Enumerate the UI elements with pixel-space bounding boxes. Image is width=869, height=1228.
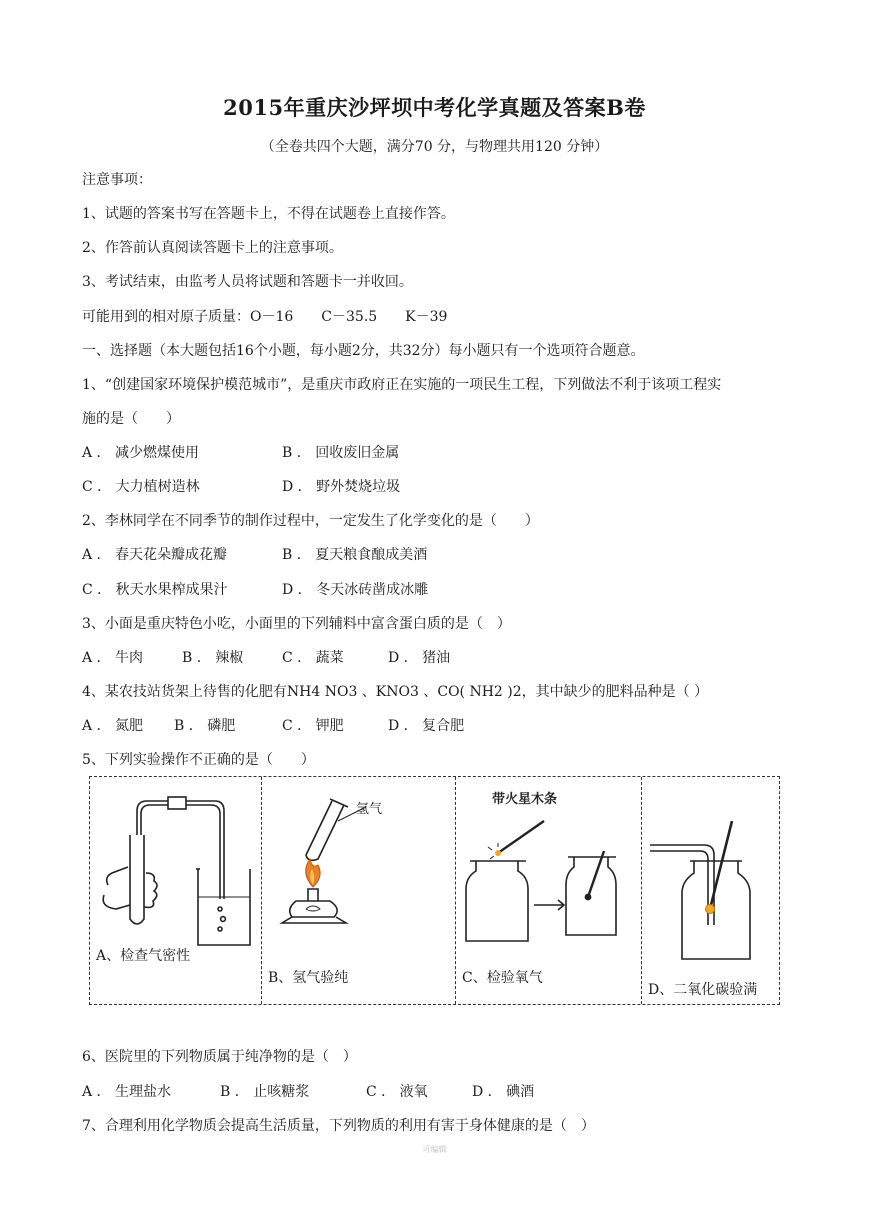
label-glowing-splint: 带火星木条 — [492, 792, 558, 807]
figure-cell-b — [262, 777, 456, 1004]
question-5-stem: 5、下列实验操作不正确的是（ ） — [82, 752, 315, 768]
question-6-option-b: B ． 止咳糖浆 — [220, 1084, 310, 1100]
note-item: 2、作答前认真阅读答题卡上的注意事项。 — [82, 240, 343, 256]
question-4-option-b: B ． 磷肥 — [174, 718, 236, 734]
question-4-option-d: D ． 复合肥 — [388, 718, 465, 734]
figure-caption-b: B、氢气验纯 — [268, 970, 349, 986]
question-2-option-b: B ． 夏天粮食酿成美酒 — [282, 547, 428, 563]
question-6-stem: 6、医院里的下列物质属于纯净物的是（ ） — [82, 1049, 357, 1065]
page-title: 2015年重庆沙坪坝中考化学真题及答案B卷 — [223, 95, 646, 120]
question-3-option-a: A ． 牛肉 — [82, 650, 144, 666]
label-hydrogen: 氢气 — [356, 802, 383, 817]
question-2-option-d: D ． 冬天冰砖凿成冰雕 — [282, 582, 429, 598]
question-4-option-c: C ． 钾肥 — [282, 718, 344, 734]
question-1-stem-cont: 施的是（ ） — [82, 411, 180, 427]
question-6-option-d: D ． 碘酒 — [472, 1084, 535, 1100]
note-item: 1、试题的答案书写在答题卡上，不得在试题卷上直接作答。 — [82, 206, 455, 222]
atomic-mass-line: 可能用到的相对原子质量：O－16 C－35.5 K－39 — [82, 309, 448, 325]
footer-watermark: 可编辑 — [422, 1145, 447, 1154]
question-1-option-d: D ． 野外焚烧垃圾 — [282, 479, 401, 495]
question-3-option-d: D ． 猪油 — [388, 650, 451, 666]
note-item: 3、考试结束，由监考人员将试题和答题卡一并收回。 — [82, 274, 413, 290]
question-3-option-b: B ． 辣椒 — [182, 650, 244, 666]
question-7-stem: 7、合理利用化学物质会提高生活质量，下列物质的利用有害于身体健康的是（ ） — [82, 1118, 595, 1134]
experiment-figure-table — [89, 776, 780, 1005]
question-4-option-a: A ． 氮肥 — [82, 718, 144, 734]
question-1-option-a: A ． 减少燃煤使用 — [82, 445, 200, 461]
question-4-stem: 4、某农技站货架上待售的化肥有NH4 NO3 、KNO3 、CO( NH2 )2，其中缺少的肥料品种是（ ） — [82, 684, 709, 700]
airtightness-apparatus-icon — [90, 777, 262, 1004]
figure-cell-d — [642, 777, 779, 1004]
figure-cell-c — [456, 777, 642, 1004]
figure-caption-d: D、二氧化碳验满 — [648, 982, 758, 998]
figure-caption-c: C、检验氧气 — [462, 970, 543, 986]
question-3-stem: 3、小面是重庆特色小吃，小面里的下列辅料中富含蛋白质的是（ ） — [82, 616, 511, 632]
figure-cell-a — [90, 777, 262, 1004]
notes-heading: 注意事项： — [82, 172, 152, 188]
figure-caption-a: A、检查气密性 — [96, 948, 191, 964]
question-2-option-a: A ． 春天花朵瓣成花瓣 — [82, 547, 228, 563]
question-1-stem: 1、“创建国家环境保护模范城市”，是重庆市政府正在实施的一项民生工程，下列做法不利于该项工程实 — [82, 377, 722, 393]
question-3-option-c: C ． 蔬菜 — [282, 650, 344, 666]
question-1-option-b: B ． 回收废旧金属 — [282, 445, 400, 461]
question-2-stem: 2、李林同学在不同季节的制作过程中，一定发生了化学变化的是（ ） — [82, 513, 539, 529]
question-2-option-c: C ． 秋天水果榨成果汁 — [82, 582, 228, 598]
question-6-option-c: C ． 液氧 — [366, 1084, 428, 1100]
page-subtitle: （全卷共四个大题，满分70 分，与物理共用120 分钟） — [260, 139, 609, 155]
co2-collection-bottle-icon — [642, 777, 779, 1004]
question-1-option-c: C ． 大力植树造林 — [82, 479, 200, 495]
question-6-option-a: A ． 生理盐水 — [82, 1084, 172, 1100]
section-header: 一、选择题（本大题包括16个小题，每小题2分，共32分）每小题只有一个选项符合题意。 — [82, 343, 645, 359]
